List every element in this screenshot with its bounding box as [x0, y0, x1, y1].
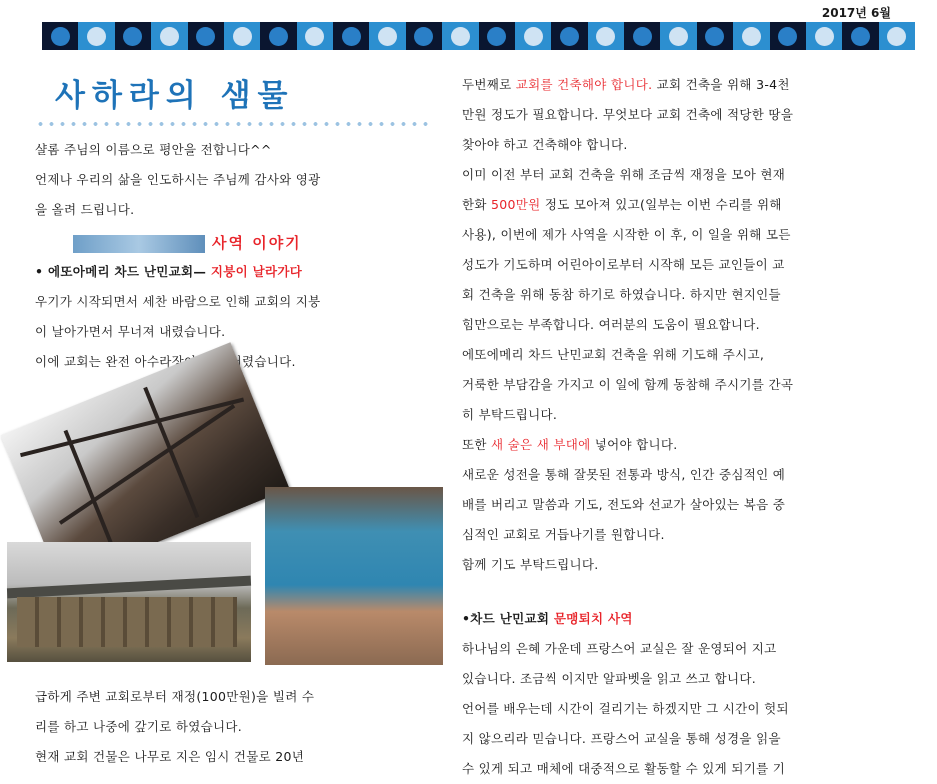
band-cell [151, 22, 187, 50]
construction-line-8: 회 건축을 위해 동참 하기로 하였습니다. 하지만 현지인들 [462, 287, 781, 302]
text-span: 두번째로 [462, 77, 516, 92]
construction-highlight: 교회를 건축해야 합니다. [515, 77, 653, 92]
band-cell [733, 22, 769, 50]
greeting-line: 샬롬 주님의 이름으로 평안을 전합니다^^ [35, 142, 272, 157]
after-line-2: 리를 하고 나중에 갚기로 하였습니다. [35, 719, 242, 734]
vision-line-3: 심적인 교회로 거듭나기를 원합니다. [462, 527, 665, 542]
band-cell [588, 22, 624, 50]
vision-line-2: 배를 버리고 말씀과 기도, 전도와 선교가 살아있는 복음 중 [462, 497, 786, 512]
left-column [35, 70, 430, 772]
band-cell [879, 22, 915, 50]
story-line-1: 우기가 시작되면서 세찬 바람으로 인해 교회의 지붕 [35, 294, 321, 309]
intro-line-2: 을 올려 드립니다. [35, 202, 135, 217]
band-cell [770, 22, 806, 50]
band-dot-icon [705, 27, 724, 46]
literacy-line-1: 하나님의 은혜 가운데 프랑스어 교실은 잘 운영되어 지고 [462, 641, 777, 656]
section-header-bar [73, 235, 205, 253]
photo-collage [7, 377, 430, 682]
band-dot-icon [342, 27, 361, 46]
band-dot-icon [560, 27, 579, 46]
header-dot-band [42, 22, 915, 50]
story-heading-highlight: 지붕이 날라가다 [210, 264, 303, 279]
section-title: 사역 이야기 [212, 234, 302, 252]
band-dot-icon [378, 27, 397, 46]
band-dot-icon [596, 27, 615, 46]
construction-line-5 [462, 190, 917, 220]
band-cell [78, 22, 114, 50]
construction-line-3: 찾아야 하고 건축해야 합니다. [462, 137, 628, 152]
literacy-heading [462, 604, 917, 634]
new-wine-line [462, 430, 917, 460]
literacy-highlight: 문맹퇴치 사역 [553, 611, 633, 626]
text-span: 정도 모아져 있고(일부는 이번 수리를 위해 [540, 197, 782, 212]
construction-line-12: 히 부탁드립니다. [462, 407, 558, 422]
band-cell [842, 22, 878, 50]
literacy-line-4: 지 않으리라 믿습니다. 프랑스어 교실을 통해 성경을 읽을 [462, 731, 781, 746]
band-cell [115, 22, 151, 50]
after-line-1: 급하게 주변 교회로부터 재정(100만원)을 빌려 수 [35, 689, 315, 704]
prayer-request-line: 함께 기도 부탁드립니다. [462, 557, 599, 572]
band-dot-icon [815, 27, 834, 46]
literacy-line-5: 수 있게 되고 매체에 대중적으로 활동할 수 있게 되기를 기 [462, 761, 786, 776]
band-dot-icon [524, 27, 543, 46]
band-dot-icon [269, 27, 288, 46]
band-cell [515, 22, 551, 50]
band-dot-icon [160, 27, 179, 46]
story-line-2: 이 날아가면서 무너져 내렸습니다. [35, 324, 226, 339]
band-dot-icon [451, 27, 470, 46]
construction-line-7: 성도가 기도하며 어린아이로부터 시작해 모든 교인들이 교 [462, 257, 785, 272]
band-dot-icon [669, 27, 688, 46]
right-column [462, 70, 917, 784]
story-line-3: 이에 교회는 완전 아수라장이 되어 버렸습니다. [35, 354, 296, 369]
text-span: 한화 [462, 197, 492, 212]
construction-line-10: 에또에메리 차드 난민교회 건축을 위해 기도해 주시고, [462, 347, 765, 362]
construction-line-6: 사용), 이번에 제가 사역을 시작한 이 후, 이 일을 위해 모든 [462, 227, 791, 242]
band-dot-icon [233, 27, 252, 46]
band-cell [551, 22, 587, 50]
newsletter-date: 2017년 6월 [821, 6, 891, 20]
new-wine-highlight: 새 술은 새 부대에 [491, 437, 591, 452]
construction-line-11: 거룩한 부담감을 가지고 이 일에 함께 동참해 주시기를 간곡 [462, 377, 794, 392]
band-cell [260, 22, 296, 50]
construction-line-1 [462, 70, 917, 100]
band-dot-icon [851, 27, 870, 46]
story-heading [35, 257, 430, 287]
vision-line-1: 새로운 성전을 통해 잘못된 전통과 방식, 인간 중심적인 예 [462, 467, 786, 482]
band-cell [297, 22, 333, 50]
story-heading-prefix: • 에또아메리 차드 난민교회— [35, 264, 211, 279]
band-cell [333, 22, 369, 50]
newsletter-title: 사하라의 샘물 [55, 78, 295, 114]
band-cell [806, 22, 842, 50]
text-span: 또한 [462, 437, 492, 452]
band-dot-icon [887, 27, 906, 46]
intro-line-1: 언제나 우리의 삶을 인도하시는 주님께 감사와 영광 [35, 172, 321, 187]
band-dot-icon [305, 27, 324, 46]
after-line-3: 현재 교회 건물은 나무로 지은 임시 건물로 20년 [35, 749, 305, 764]
band-dot-icon [196, 27, 215, 46]
band-cell [697, 22, 733, 50]
band-cell [442, 22, 478, 50]
band-dot-icon [633, 27, 652, 46]
construction-line-9: 힘만으로는 부족합니다. 여러분의 도움이 필요합니다. [462, 317, 760, 332]
band-dot-icon [414, 27, 433, 46]
band-dot-icon [742, 27, 761, 46]
band-dot-icon [51, 27, 70, 46]
construction-line-4: 이미 이전 부터 교회 건축을 위해 조금씩 재정을 모아 현재 [462, 167, 786, 182]
literacy-line-2: 있습니다. 조금씩 이지만 알파벳을 읽고 쓰고 합니다. [462, 671, 757, 686]
flooded-church-interior-photo [265, 487, 443, 665]
title-dotted-underline [35, 121, 430, 127]
band-cell [624, 22, 660, 50]
text-span: 넣어야 합니다. [590, 437, 678, 452]
band-cell [188, 22, 224, 50]
church-exterior-photo [7, 542, 251, 662]
band-cell [406, 22, 442, 50]
amount-highlight: 500만원 [491, 197, 541, 212]
text-span: •차드 난민교회 [462, 611, 554, 626]
band-cell [42, 22, 78, 50]
band-cell [479, 22, 515, 50]
section-header [35, 229, 430, 257]
band-dot-icon [123, 27, 142, 46]
band-cell [369, 22, 405, 50]
text-span: 교회 건축을 위해 3-4천 [652, 77, 790, 92]
literacy-line-3: 언어를 배우는데 시간이 걸리기는 하겠지만 그 시간이 헛되 [462, 701, 789, 716]
construction-line-2: 만원 정도가 필요합니다. 무엇보다 교회 건축에 적당한 땅을 [462, 107, 794, 122]
band-cell [660, 22, 696, 50]
band-dot-icon [778, 27, 797, 46]
band-dot-icon [487, 27, 506, 46]
band-dot-icon [87, 27, 106, 46]
band-cell [224, 22, 260, 50]
